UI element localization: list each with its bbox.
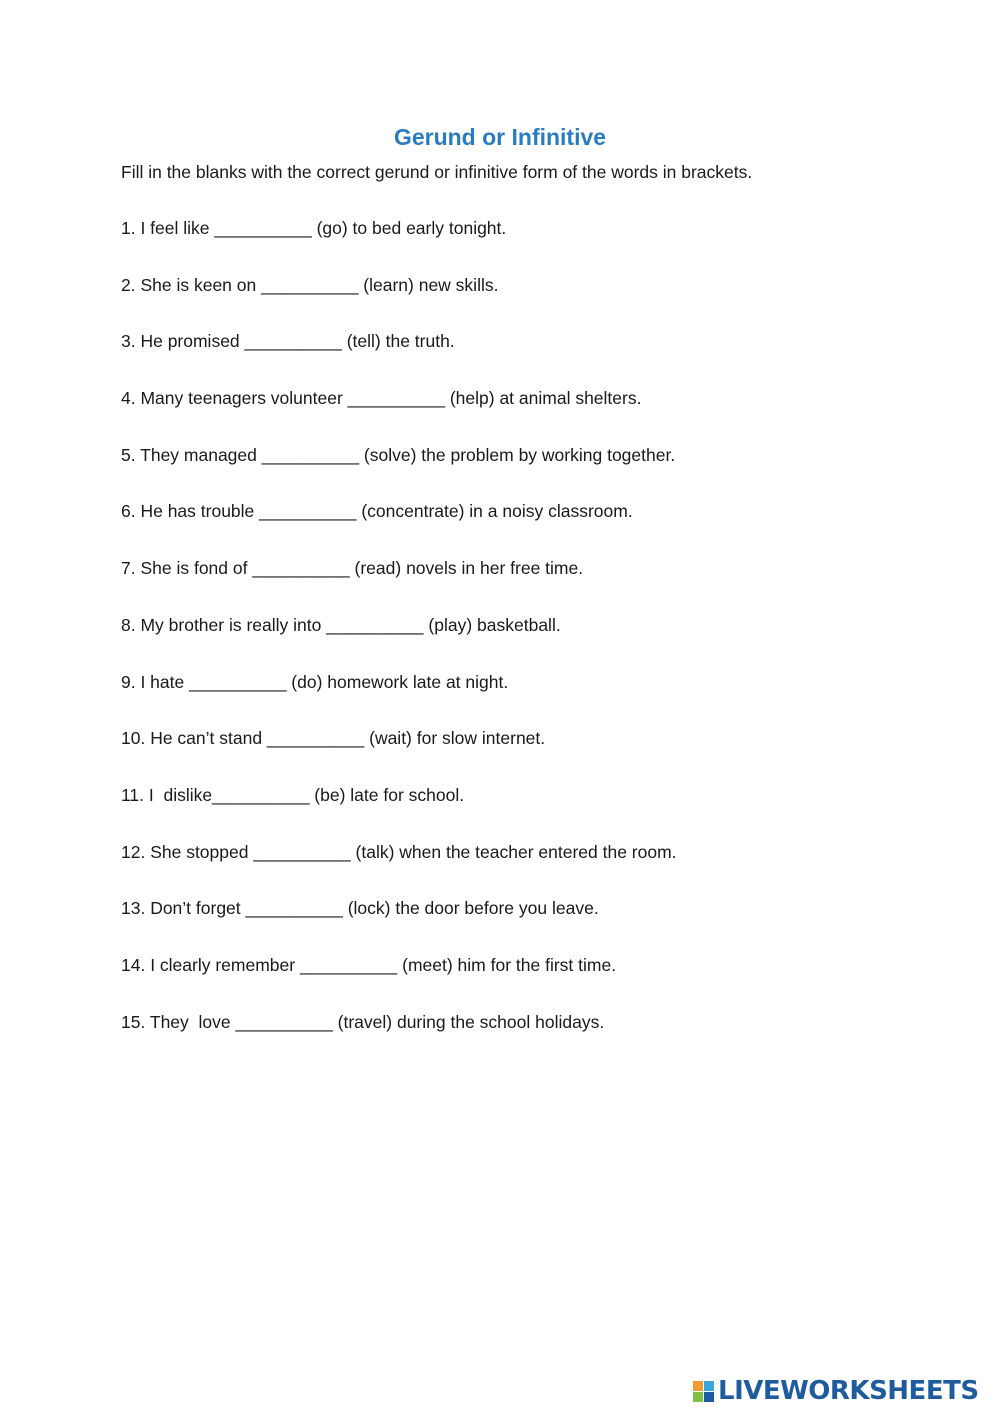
liveworksheets-logo[interactable] — [693, 1375, 979, 1407]
question-item: 7. She is fond of __________ (read) novels in her free time. — [121, 558, 584, 579]
page-title: Gerund or Infinitive — [393, 124, 607, 150]
instructions: Fill in the blanks with the correct gerund or infinitive form of the words in brackets. — [121, 162, 753, 182]
question-item: 12. She stopped __________ (talk) when the teacher entered the room. — [121, 841, 677, 862]
question-item: 3. He promised __________ (tell) the truth. — [121, 331, 455, 352]
question-item: 9. I hate __________ (do) homework late at night. — [121, 671, 509, 692]
question-item: 1. I feel like __________ (go) to bed early tonight. — [121, 218, 507, 238]
question-item: 11. I dislike__________ (be) late for school. — [121, 784, 465, 805]
liveworksheets-logo-icon — [693, 1381, 714, 1402]
question-item: 2. She is keen on __________ (learn) new skills. — [121, 274, 499, 295]
question-item: 6. He has trouble __________ (concentrate) in a noisy classroom. — [121, 501, 633, 522]
question-item: 8. My brother is really into __________ (play) basketball. — [121, 614, 561, 635]
question-item: 15. They love __________ (travel) during the school holidays. — [121, 1011, 605, 1032]
logo-text: LIVEWORKSHEETS — [718, 1376, 979, 1406]
question-item: 13. Don’t forget __________ (lock) the door before you leave. — [121, 898, 599, 919]
question-list — [121, 216, 921, 1066]
question-item: 5. They managed __________ (solve) the problem by working together. — [121, 444, 676, 465]
question-item: 4. Many teenagers volunteer __________ (help) at animal shelters. — [121, 388, 642, 409]
question-item: 10. He can’t stand __________ (wait) for slow internet. — [121, 728, 546, 749]
question-item: 14. I clearly remember __________ (meet) him for the first time. — [121, 954, 617, 975]
